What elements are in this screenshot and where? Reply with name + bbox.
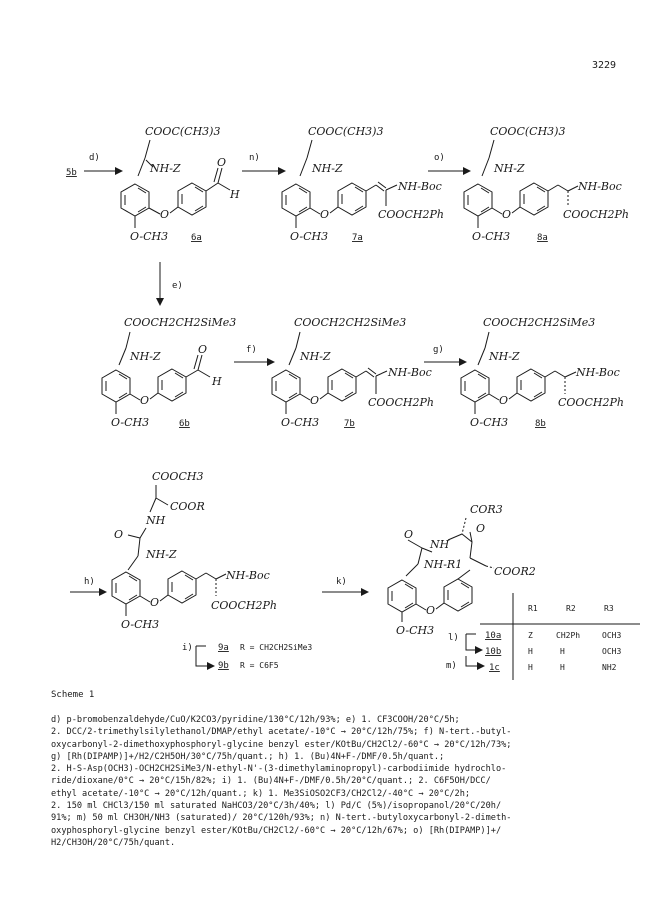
svg-text:NH-Boc: NH-Boc (578, 180, 622, 193)
svg-text:O: O (198, 343, 208, 356)
svg-text:NH-Z: NH-Z (494, 162, 525, 175)
step-f-label: f) (246, 345, 257, 355)
structure-macrocycle (388, 503, 536, 637)
structure-6b (102, 316, 236, 429)
svg-text:H: H (230, 188, 240, 201)
svg-text:COOCH2Ph: COOCH2Ph (558, 396, 624, 409)
compound-7a-label: 7a (352, 233, 363, 243)
substituent-table (446, 593, 640, 680)
svg-text:OCH3: OCH3 (602, 631, 622, 640)
svg-text:O-CH3: O-CH3 (121, 618, 160, 631)
def-9a: R = CH2CH2SiMe3 (240, 643, 313, 652)
table-cmp-10b: 10b (485, 647, 502, 657)
reaction-conditions-footnote: d) p-bromobenzaldehyde/CuO/K2CO3/pyridine/130°C/12h/93%; e) 1. CF3COOH/20°C/5h; 2. DCC/2-trimethylsilylethanol/DMAP/ethyl acetate/-10°C → 20°C/12h/75%; f) N-tert.-butyl- oxycarbonyl-2-dimethoxyphosphoryl-glycine benzyl ester/KOtBu/CH2Cl2/-60°C → 20°C/12h/73%; g) [Rh(DIPAMP)]+/H2/C2H5OH/30°C/75h/quant.; h) 1. (Bu)4N+F-/DMF/0.5h/quant.; 2. H-S-Asp(OCH3)-OCH2CH2SiMe3/N-ethyl-N'-(3-dimethylaminopropyl)-carbodiimide hydrochlo- ride/dioxane/0°C → 20°C/15h/82%; i) 1. (Bu)4N+F-/DMF/0.5h/20°C/quant.; 2. C6F5OH/DCC/ ethyl acetate/-10°C → 20°C/12h/quant.; k) 1. Me3SiOSO2CF3/CH2Cl2/-40°C → 20°C/2h; 2. 150 ml CHCl3/150 ml saturated NaHCO3/20°C/3h/40%; l) Pd/C (5%)/isopropanol/20°C/20h/ 91%; m) 50 ml CH3OH/NH3 (saturated)/ 20°C/120h/93%; n) N-tert.-butyloxycarbonyl-2-dimeth- oxyphosphoryl-glycine benzyl ester/KOtBu/CH2Cl2/-60°C → 20°C/12h/67%; o) [Rh(DIPAMP)]+/ H2/CH3OH/20°C/75h/quant. (51, 715, 512, 848)
table-header-r3: R3 (604, 604, 614, 613)
svg-text:NH: NH (430, 538, 450, 551)
svg-text:O-CH3: O-CH3 (470, 416, 509, 429)
structure-7a (282, 125, 444, 243)
group-ester-tbu: COOC(CH3)3 (145, 125, 221, 138)
svg-text:NH-Z: NH-Z (300, 350, 331, 363)
def-9b: R = C6F5 (240, 661, 279, 670)
svg-text:COOCH2Ph: COOCH2Ph (378, 208, 444, 221)
svg-text:NH-Boc: NH-Boc (576, 366, 620, 379)
scheme-title: Scheme 1 (51, 690, 95, 700)
svg-text:NH-Z: NH-Z (489, 350, 520, 363)
svg-text:O: O (404, 528, 414, 541)
svg-text:NH-Boc: NH-Boc (398, 180, 442, 193)
svg-text:Z: Z (528, 631, 533, 640)
table-header-r1: R1 (528, 604, 538, 613)
svg-text:NH-Z: NH-Z (130, 350, 161, 363)
svg-text:COOC(CH3)3: COOC(CH3)3 (490, 125, 566, 138)
svg-text:NH-Z: NH-Z (146, 548, 177, 561)
compound-7b-label: 7b (344, 419, 355, 429)
compound-9a-label: 9a (218, 643, 229, 653)
svg-text:O: O (476, 522, 486, 535)
svg-text:NH-Z: NH-Z (312, 162, 343, 175)
compound-6a-label: 6a (191, 233, 202, 243)
structure-7b (272, 316, 434, 429)
svg-text:H: H (560, 663, 565, 672)
svg-text:O: O (217, 156, 227, 169)
compound-6b-label: 6b (179, 419, 190, 429)
svg-text:O: O (502, 208, 512, 221)
svg-text:NH2: NH2 (602, 663, 617, 672)
step-g-label: g) (433, 345, 444, 355)
group-nhr1: NH-R1 (424, 558, 463, 571)
step-k-label: k) (336, 577, 347, 587)
svg-text:O: O (320, 208, 330, 221)
svg-text:O: O (150, 596, 160, 609)
svg-text:NH-Boc: NH-Boc (388, 366, 432, 379)
group-ester-tmse: COOCH2CH2SiMe3 (124, 316, 237, 329)
svg-text:H: H (560, 647, 565, 656)
structure-8b (461, 316, 624, 429)
group-cooch3: COOCH3 (152, 470, 204, 483)
svg-text:COOCH2CH2SiMe3: COOCH2CH2SiMe3 (294, 316, 407, 329)
svg-text:COOCH2Ph: COOCH2Ph (368, 396, 434, 409)
step-i-label: i) (182, 643, 193, 653)
table-header-r2: R2 (566, 604, 576, 613)
svg-text:H: H (528, 647, 533, 656)
svg-text:O: O (499, 394, 509, 407)
step-h-label: h) (84, 577, 95, 587)
svg-text:O: O (426, 604, 436, 617)
structure-9 (112, 470, 277, 631)
svg-text:COOCH2Ph: COOCH2Ph (563, 208, 629, 221)
svg-text:O-CH3: O-CH3 (290, 230, 329, 243)
arrow-m (466, 656, 484, 666)
svg-text:O: O (310, 394, 320, 407)
group-nh: NH (146, 514, 166, 527)
group-och3: O-CH3 (130, 230, 169, 243)
structure-6a (121, 125, 240, 243)
group-o-amide: O (114, 528, 124, 541)
svg-text:COOCH2CH2SiMe3: COOCH2CH2SiMe3 (483, 316, 596, 329)
svg-text:O-CH3: O-CH3 (281, 416, 320, 429)
svg-text:O-CH3: O-CH3 (472, 230, 511, 243)
step-o-label: o) (434, 153, 445, 163)
table-cmp-1c: 1c (489, 663, 500, 673)
compound-8b-label: 8b (535, 419, 546, 429)
group-coor2: COOR2 (494, 565, 536, 578)
svg-text:NH-Boc: NH-Boc (226, 569, 270, 582)
group-cor3: COR3 (470, 503, 503, 516)
arrow-l (466, 634, 482, 650)
svg-text:O: O (160, 208, 170, 221)
step-m-label: m) (446, 661, 457, 671)
table-cmp-10a: 10a (485, 631, 502, 641)
svg-text:O-CH3: O-CH3 (111, 416, 150, 429)
svg-text:O-CH3: O-CH3 (396, 624, 435, 637)
compound-5b-label: 5b (66, 168, 77, 178)
arrow-i (196, 646, 214, 666)
svg-text:CH2Ph: CH2Ph (556, 631, 581, 640)
group-nhz: NH-Z (150, 162, 181, 175)
compound-8a-label: 8a (537, 233, 548, 243)
svg-text:COOCH2Ph: COOCH2Ph (211, 599, 277, 612)
step-l-label: l) (448, 633, 459, 643)
group-coor: COOR (170, 500, 205, 513)
svg-text:H: H (212, 375, 222, 388)
step-e-label: e) (172, 281, 183, 291)
step-n-label: n) (249, 153, 260, 163)
compound-9b-label: 9b (218, 661, 229, 671)
svg-text:O: O (140, 394, 150, 407)
svg-text:H: H (528, 663, 533, 672)
step-d-label: d) (89, 153, 100, 163)
svg-text:OCH3: OCH3 (602, 647, 622, 656)
page-number: 3229 (592, 60, 617, 71)
structure-8a (464, 125, 629, 243)
svg-text:COOC(CH3)3: COOC(CH3)3 (308, 125, 384, 138)
